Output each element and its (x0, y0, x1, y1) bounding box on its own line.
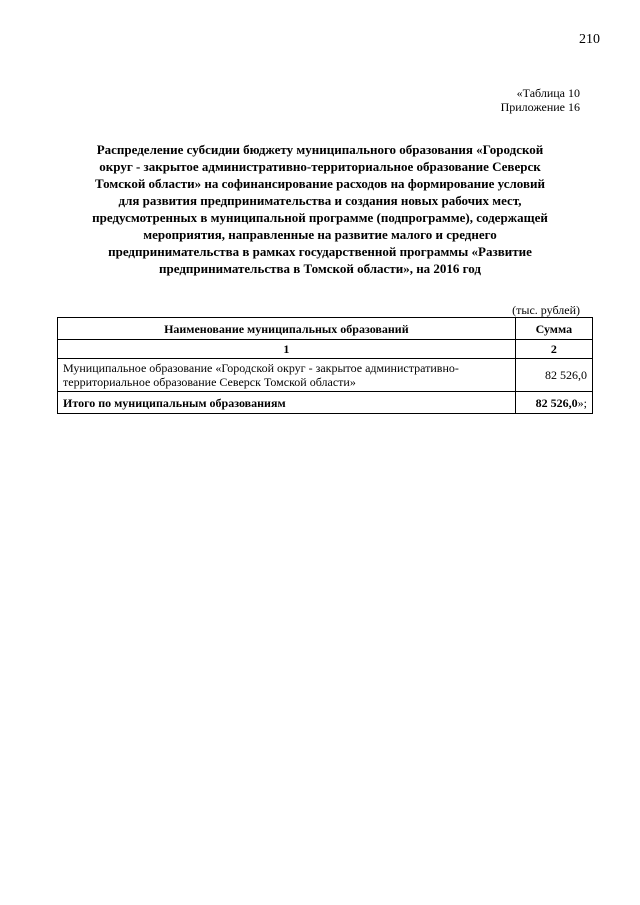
title-line: предусмотренных в муниципальной программе (подпрограмме), содержащей (92, 210, 548, 225)
title-line: для развития предпринимательства и создания новых рабочих мест, (118, 193, 522, 208)
title-line: мероприятия, направленные на развитие малого и среднего (143, 227, 497, 242)
page-number: 210 (579, 32, 600, 47)
table-reference (501, 86, 580, 114)
total-row (58, 392, 593, 414)
municipality-sum: 82 526,0 (515, 359, 592, 392)
subsidy-table (57, 317, 593, 414)
total-sum-cell (515, 392, 592, 414)
column-number-1: 1 (58, 340, 516, 359)
column-number-2: 2 (515, 340, 592, 359)
units-label: (тыс. рублей) (512, 303, 580, 317)
title-line: Распределение субсидии бюджету муниципального образования «Городской (96, 142, 544, 157)
title-line: округ - закрытое административно-территориальное образование Северск (99, 159, 541, 174)
total-suffix: »; (577, 395, 587, 410)
total-sum: 82 526,0 (535, 395, 578, 410)
column-number-row (58, 340, 593, 359)
title-line: предпринимательства в Томской области», на 2016 год (159, 261, 481, 276)
table-row (58, 359, 593, 392)
municipality-name: Муниципальное образование «Городской округ - закрытое административно-территориальное образование Северск Томской области» (58, 359, 516, 392)
table-reference-line-1: «Таблица 10 (516, 86, 580, 100)
header-sum: Сумма (515, 318, 592, 340)
document-title (70, 141, 570, 277)
title-line: Томской области» на софинансирование расходов на формирование условий (95, 176, 545, 191)
table-reference-line-2: Приложение 16 (500, 100, 580, 114)
header-row (58, 318, 593, 340)
title-line: предпринимательства в рамках государственной программы «Развитие (108, 244, 532, 259)
header-name: Наименование муниципальных образований (58, 318, 516, 340)
total-label: Итого по муниципальным образованиям (58, 392, 516, 414)
